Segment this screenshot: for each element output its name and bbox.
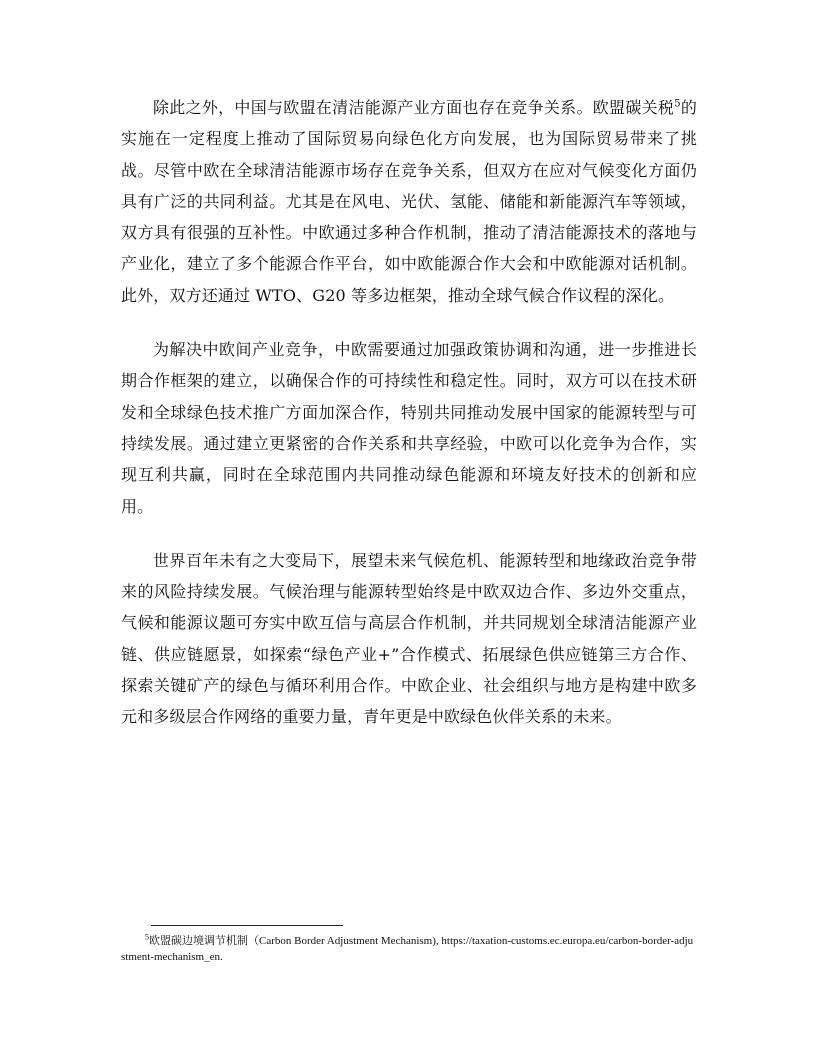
footnote-text: 欧盟碳边境调节机制（Carbon Border Adjustment Mechanism), https://taxation-customs.ec.europa.eu/carbon-border-adjustment-mechanism_en. (121, 935, 694, 963)
footnote-separator (151, 925, 343, 926)
footnote-reference: 5 (674, 98, 681, 110)
footnote-number: 5 (145, 932, 149, 942)
paragraph-1 (121, 92, 697, 311)
paragraph-2: 为解决中欧间产业竞争，中欧需要通过加强政策协调和沟通，进一步推进长期合作框架的建立，以确保合作的可持续性和稳定性。同时，双方可以在技术研发和全球绿色技术推广方面加深合作，特别共同推动发展中国家的能源转型与可持续发展。通过建立更紧密的合作关系和共享经验，中欧可以化竞争为合作，实现互利共赢，同时在全球范围内共同推动绿色能源和环境友好技术的创新和应用。 (121, 340, 697, 516)
body-text (121, 92, 697, 756)
footnote (121, 933, 697, 965)
paragraph-1-text-before: 除此之外，中国与欧盟在清洁能源产业方面也存在竞争关系。欧盟碳关税 (153, 98, 675, 117)
paragraph-3: 世界百年未有之大变局下，展望未来气候危机、能源转型和地缘政治竞争带来的风险持续发展。气候治理与能源转型始终是中欧双边合作、多边外交重点，气候和能源议题可夯实中欧互信与高层合作机制，并共同规划全球清洁能源产业链、供应链愿景，如探索“绿色产业+”合作模式、拓展绿色供应链第三方合作、探索关键矿产的绿色与循环利用合作。中欧企业、社会组织与地方是构建中欧多元和多级层合作网络的重要力量，青年更是中欧绿色伙伴关系的未来。 (121, 550, 697, 727)
paragraph-1-text-after: 的实施在一定程度上推动了国际贸易向绿色化方向发展，也为国际贸易带来了挑战。尽管中欧在全球清洁能源市场存在竞争关系，但双方在应对气候变化方面仍具有广泛的共同利益。尤其是在风电、光伏、氢能、储能和新能源汽车等领域，双方具有很强的互补性。中欧通过多种合作机制，推动了清洁能源技术的落地与产业化，建立了多个能源合作平台，如中欧能源合作大会和中欧能源对话机制。此外，双方还通过 WTO、G20 等多边框架，推动全球气候合作议程的深化。 (121, 98, 697, 305)
